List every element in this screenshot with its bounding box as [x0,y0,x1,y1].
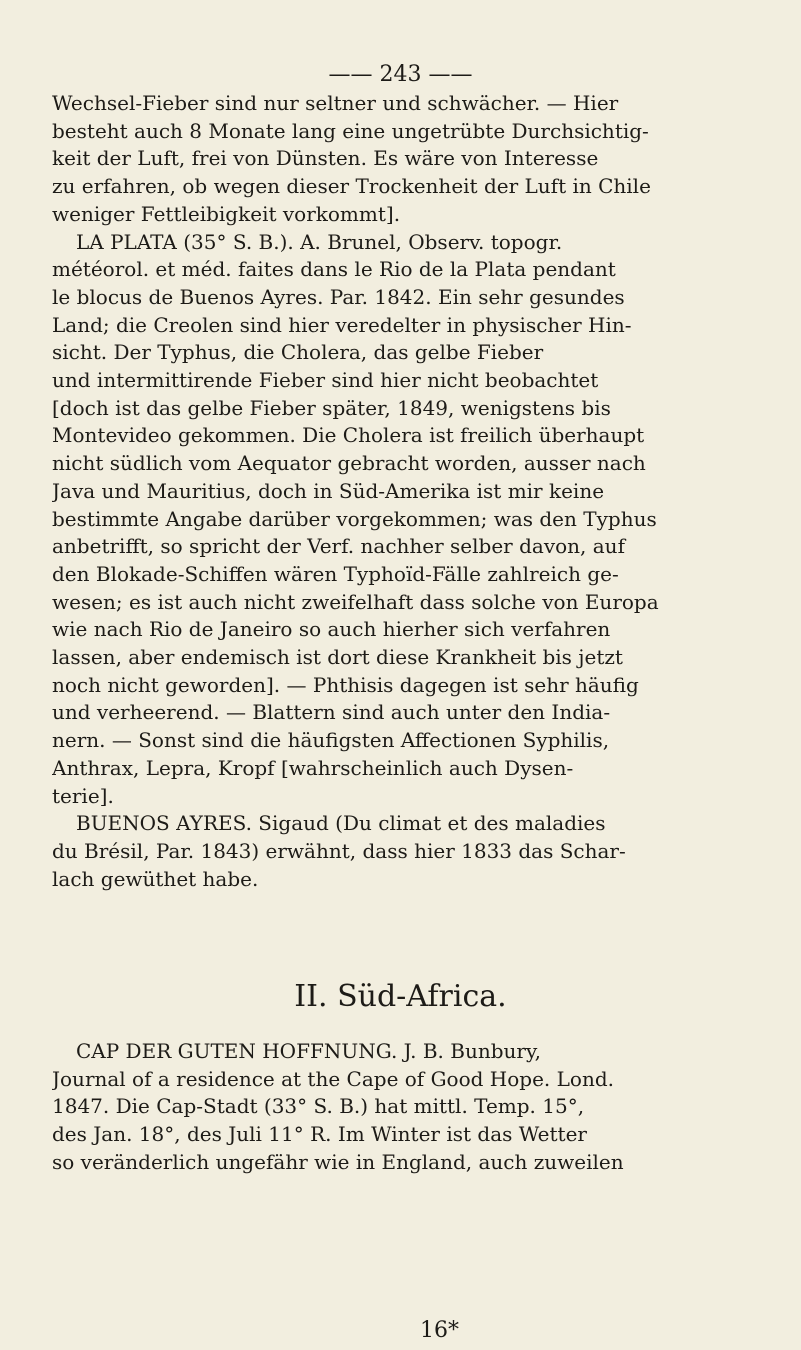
text-line: nern. — Sonst sind die häufigsten Affectionen Syphilis, [52,728,610,753]
text-line: lassen, aber endemisch ist dort diese Krankheit bis jetzt [52,645,623,670]
text-line: wesen; es ist auch nicht zweifelhaft dass solche von Europa [52,589,659,614]
section-south-africa [52,1038,752,1177]
text-line: den Blokade-Schiffen wären Typhoïd-Fälle zahlreich ge- [52,561,619,586]
text-line: terie]. [52,783,114,808]
text-line: noch nicht geworden]. — Phthisis dagegen ist sehr häufig [52,672,639,697]
text-line: sicht. Der Typhus, die Cholera, das gelbe Fieber [52,340,544,365]
text-line: Anthrax, Lepra, Kropf [wahrscheinlich auch Dysen- [52,755,574,780]
text-line: CAP DER GUTEN HOFFNUNG. J. B. Bunbury, [76,1039,541,1063]
text-line: wie nach Rio de Janeiro so auch hierher sich verfahren [52,617,611,642]
text-line: nicht südlich vom Aequator gebracht worden, ausser nach [52,451,646,476]
text-line: Java und Mauritius, doch in Süd-Amerika ist mir keine [52,478,605,503]
text-line: anbetrifft, so spricht der Verf. nachher selber davon, auf [52,534,625,559]
text-line: du Brésil, Par. 1843) erwähnt, dass hier 1833 das Schar- [52,838,626,863]
text-line: météorol. et méd. faites dans le Rio de la Plata pendant [52,257,616,282]
signature-mark: 16* [420,1318,459,1343]
page-number: —— 243 —— [328,62,473,87]
text-line: BUENOS AYRES. Sigaud (Du climat et des maladies [76,811,606,836]
text-line: keit der Luft, frei von Dünsten. Es wäre von Interesse [52,146,599,171]
text-line: so veränderlich ungefähr wie in England, auch zuweilen [52,1149,624,1174]
text-line: Journal of a residence at the Cape of Good Hope. Lond. [52,1066,614,1091]
text-line: weniger Fettleibigkeit vorkommt]. [52,201,401,226]
text-line: besteht auch 8 Monate lang eine ungetrübte Durchsichtig- [52,118,649,143]
text-line: [doch ist das gelbe Fieber später, 1849, wenigstens bis [52,395,611,420]
text-line: des Jan. 18°, des Juli 11° R. Im Winter ist das Wetter [52,1122,587,1147]
text-line: le blocus de Buenos Ayres. Par. 1842. Ein sehr gesundes [52,284,625,309]
text-line: Montevideo gekommen. Die Cholera ist freilich überhaupt [52,423,645,448]
text-line: Wechsel-Fieber sind nur seltner und schwächer. — Hier [52,91,619,115]
text-line: bestimmte Angabe darüber vorgekommen; was den Typhus [52,506,657,531]
text-line: 1847. Die Cap-Stadt (33° S. B.) hat mittl. Temp. 15°, [52,1094,585,1119]
text-line: und verheerend. — Blattern sind auch unter den India- [52,700,611,725]
text-line: lach gewüthet habe. [52,866,259,891]
text-line: zu erfahren, ob wegen dieser Trockenheit der Luft in Chile [52,174,651,199]
text-line: und intermittirende Fieber sind hier nicht beobachtet [52,368,599,393]
text-line: LA PLATA (35° S. B.). A. Brunel, Observ. topogr. [76,229,563,254]
section-heading: II. Süd-Africa. [294,979,507,1014]
text-line: Land; die Creolen sind hier veredelter in physischer Hin- [52,312,632,337]
section-south-america [52,90,752,893]
